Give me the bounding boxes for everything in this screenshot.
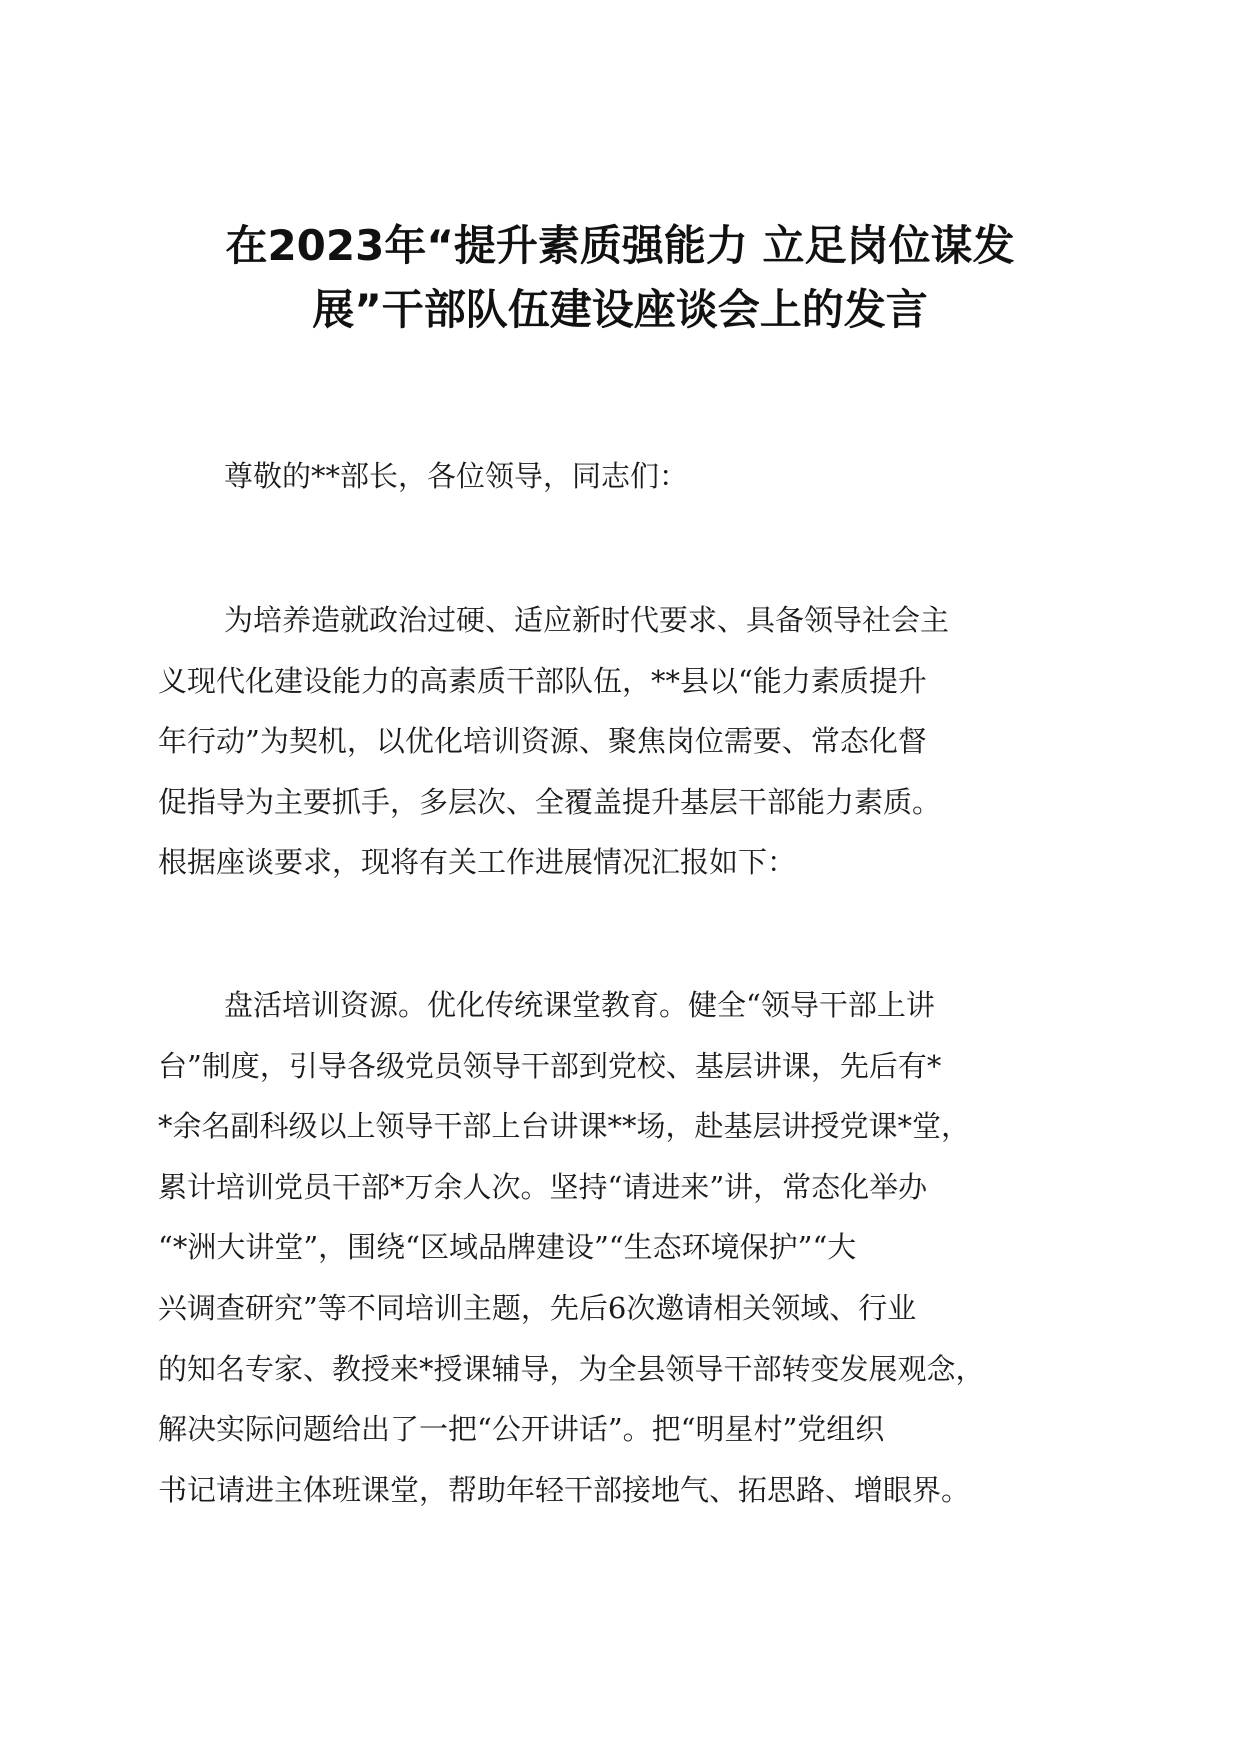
document-title [150,214,1090,342]
paragraph-intro [158,590,1082,893]
paragraph-line: 台”制度，引导各级党员领导干部到党校、基层讲课，先后有* [158,1048,942,1083]
paragraph-line: 的知名专家、教授来*授课辅导，为全县领导干部转变发展观念， [158,1351,985,1386]
paragraph-line: 解决实际问题给出了一把“公开讲话”。把“明星村”党组织 [158,1412,885,1447]
paragraph-line: 年行动”为契机，以优化培训资源、聚焦岗位需要、常态化督 [158,724,927,759]
paragraph-line: 兴调查研究”等不同培训主题，先后6次邀请相关领域、行业 [158,1290,917,1325]
paragraph-line: 为培养造就政治过硬、适应新时代要求、具备领导社会主 [224,603,950,637]
paragraph-line: *余名副科级以上领导干部上台讲课**场，赴基层讲授党课*堂， [158,1109,971,1144]
salutation: 尊敬的**部长，各位领导，同志们： [224,459,689,493]
paragraph-line: 盘活培训资源。优化传统课堂教育。健全“领导干部上讲 [224,988,935,1022]
paragraph-line: 累计培训党员干部*万余人次。坚持“请进来”讲，常态化举办 [158,1169,928,1204]
paragraph-line: 书记请进主体班课堂，帮助年轻干部接地气、拓思路、增眼界。 [158,1472,971,1507]
paragraph-training-resources [158,975,1082,1520]
paragraph-line: 促指导为主要抓手，多层次、全覆盖提升基层干部能力素质。 [158,784,942,819]
paragraph-line: “*洲大讲堂”，围绕“区域品牌建设”“生态环境保护”“大 [158,1230,857,1265]
title-line-2: 展”干部队伍建设座谈会上的发言 [312,285,928,334]
paragraph-line: 根据座谈要求，现将有关工作进展情况汇报如下： [158,845,797,880]
title-line-1: 在2023年“提升素质强能力 立足岗位谋发 [225,221,1015,270]
paragraph-line: 义现代化建设能力的高素质干部队伍，**县以“能力素质提升 [158,663,927,698]
